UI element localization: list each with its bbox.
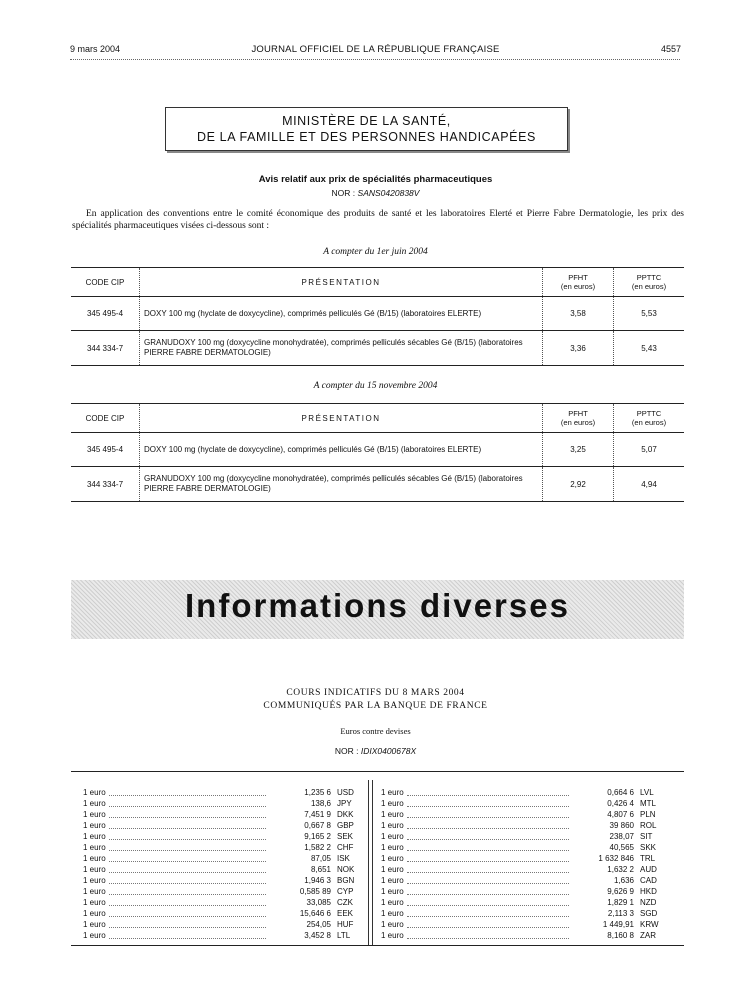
rate-currency: AUD (640, 865, 657, 874)
avis-nor-value: SANS0420838V (357, 188, 420, 198)
rate-unit: 1 euro (83, 788, 106, 797)
rate-row (83, 886, 363, 897)
column-header-pfht: PFHT (en euros) (543, 268, 614, 297)
cours-heading-line-2: COMMUNIQUÉS PAR LA BANQUE DE FRANCE (263, 701, 488, 711)
dot-leader (109, 828, 266, 829)
rate-currency: JPY (337, 799, 352, 808)
column-header-code-cip: CODE CIP (71, 268, 140, 297)
rate-currency: DKK (337, 810, 354, 819)
rate-unit: 1 euro (381, 799, 404, 808)
rate-currency: ISK (337, 854, 350, 863)
rate-unit: 1 euro (381, 854, 404, 863)
rate-currency: ZAR (640, 931, 656, 940)
dot-leader (407, 817, 569, 818)
price-table-1 (71, 267, 684, 366)
cell-ppttc: 4,94 (614, 467, 685, 502)
rate-value: 15,646 6 (299, 909, 331, 918)
rate-row (381, 809, 666, 820)
column-header-pfht: PFHT (en euros) (543, 404, 614, 433)
cell-code-cip: 345 495-4 (71, 433, 140, 467)
rate-value: 9,626 9 (607, 887, 634, 896)
table-2-caption: A compter du 15 novembre 2004 (313, 381, 438, 391)
cell-presentation: GRANUDOXY 100 mg (doxycycline monohydratée), comprimés pelliculés sécables Gé (B/15) (laboratoires PIERRE FABRE DERMATOLOGIE) (140, 467, 543, 502)
rate-unit: 1 euro (83, 854, 106, 863)
rate-unit: 1 euro (83, 920, 106, 929)
rate-currency: KRW (640, 920, 659, 929)
cell-code-cip: 345 495-4 (71, 297, 140, 331)
section-banner-title: Informations diverses (185, 587, 570, 624)
cell-pfht: 2,92 (543, 467, 614, 502)
rate-currency: SKK (640, 843, 657, 852)
header-rule (70, 59, 680, 60)
dot-leader (109, 894, 266, 895)
avis-body-paragraph: En application des conventions entre le comité économique des produits de santé et les laboratoires Elerté et Pierre Fabre Dermatologie, les prix des spécialités pharmaceutiques visées ci-dessous sont : (72, 209, 684, 231)
rate-row (381, 919, 666, 930)
rate-value: 1,632 2 (607, 865, 634, 874)
rate-value: 138,6 (310, 799, 331, 808)
cell-pfht: 3,25 (543, 433, 614, 467)
dot-leader (407, 894, 569, 895)
rate-unit: 1 euro (381, 931, 404, 940)
rate-value: 2,113 3 (607, 909, 634, 918)
column-header-presentation: PRÉSENTATION (140, 404, 543, 433)
rate-unit: 1 euro (381, 843, 404, 852)
rate-currency: CAD (640, 876, 657, 885)
cell-pfht: 3,36 (543, 331, 614, 366)
rate-value: 1,829 1 (607, 898, 634, 907)
rate-currency: LVL (640, 788, 654, 797)
avis-nor-label: NOR : (331, 188, 356, 198)
rate-value: 0,664 6 (607, 788, 634, 797)
rate-currency: MTL (640, 799, 656, 808)
dot-leader (109, 806, 266, 807)
rate-unit: 1 euro (83, 843, 106, 852)
rate-unit: 1 euro (381, 887, 404, 896)
cell-code-cip: 344 334-7 (71, 331, 140, 366)
dot-leader (109, 861, 266, 862)
rate-row (83, 897, 363, 908)
rate-currency: GBP (337, 821, 354, 830)
column-header-code-cip: CODE CIP (71, 404, 140, 433)
rate-value: 7,451 9 (304, 810, 331, 819)
rate-row (83, 875, 363, 886)
dot-leader (407, 872, 569, 873)
rate-value: 33,085 (306, 898, 331, 907)
rate-row (381, 842, 666, 853)
rate-value: 3,452 8 (304, 931, 331, 940)
rate-row (83, 864, 363, 875)
rate-row (381, 908, 666, 919)
cell-ppttc: 5,43 (614, 331, 685, 366)
dot-leader (407, 850, 569, 851)
rate-unit: 1 euro (381, 876, 404, 885)
cours-heading-line-1: COURS INDICATIFS DU 8 MARS 2004 (286, 688, 465, 698)
table-row (71, 467, 684, 502)
rate-value: 0,667 8 (304, 821, 331, 830)
dot-leader (109, 927, 266, 928)
rate-currency: BGN (337, 876, 355, 885)
rate-value: 1,946 3 (304, 876, 331, 885)
rate-row (83, 908, 363, 919)
rate-unit: 1 euro (83, 799, 106, 808)
rate-row (381, 897, 666, 908)
exchange-rates-left-column (83, 787, 363, 941)
rate-unit: 1 euro (381, 898, 404, 907)
cell-code-cip: 344 334-7 (71, 467, 140, 502)
rate-unit: 1 euro (83, 931, 106, 940)
rate-value: 1 632 846 (598, 854, 634, 863)
ministry-heading-line-1: MINISTÈRE DE LA SANTÉ, (282, 114, 451, 128)
rate-currency: ROL (640, 821, 657, 830)
rate-row (83, 842, 363, 853)
dot-leader (109, 817, 266, 818)
dot-leader (407, 806, 569, 807)
rate-value: 238,07 (609, 832, 634, 841)
rate-value: 8,651 (310, 865, 331, 874)
cours-nor-label: NOR : (334, 746, 359, 756)
table-row (71, 331, 684, 366)
rate-currency: CYP (337, 887, 354, 896)
rate-currency: USD (337, 788, 354, 797)
rate-value: 1 449,91 (602, 920, 634, 929)
rate-row (83, 787, 363, 798)
table-1-caption: A compter du 1er juin 2004 (323, 247, 428, 257)
rate-row (381, 886, 666, 897)
column-divider (368, 780, 373, 945)
dot-leader (407, 828, 569, 829)
rate-row (381, 831, 666, 842)
cell-pfht: 3,58 (543, 297, 614, 331)
avis-nor (0, 188, 751, 198)
cell-ppttc: 5,53 (614, 297, 685, 331)
rate-row (83, 919, 363, 930)
rate-row (381, 853, 666, 864)
avis-title: Avis relatif aux prix de spécialités pharmaceutiques (258, 174, 493, 185)
rate-currency: NZD (640, 898, 657, 907)
dot-leader (109, 883, 266, 884)
exchange-rates-right-column (381, 787, 666, 941)
rate-unit: 1 euro (381, 821, 404, 830)
rate-row (381, 787, 666, 798)
running-header-page-number: 4557 (660, 44, 681, 54)
rate-unit: 1 euro (83, 909, 106, 918)
rate-value: 39 860 (609, 821, 634, 830)
rate-unit: 1 euro (381, 788, 404, 797)
exchange-rates-table (71, 771, 684, 946)
rate-value: 87,05 (310, 854, 331, 863)
rate-row (83, 798, 363, 809)
running-header-title: JOURNAL OFFICIEL DE LA RÉPUBLIQUE FRANÇAISE (251, 44, 500, 55)
dot-leader (407, 883, 569, 884)
dot-leader (407, 795, 569, 796)
dot-leader (109, 938, 266, 939)
rate-currency: NOK (337, 865, 355, 874)
rate-unit: 1 euro (83, 832, 106, 841)
dot-leader (109, 839, 266, 840)
running-header-date: 9 mars 2004 (70, 44, 121, 54)
rate-value: 1,582 2 (304, 843, 331, 852)
rate-row (83, 853, 363, 864)
rate-currency: PLN (640, 810, 656, 819)
dot-leader (109, 916, 266, 917)
rate-currency: CZK (337, 898, 353, 907)
price-table-2 (71, 403, 684, 502)
rate-unit: 1 euro (83, 876, 106, 885)
column-header-ppttc: PPTTC (en euros) (614, 268, 685, 297)
rate-row (83, 831, 363, 842)
cell-ppttc: 5,07 (614, 433, 685, 467)
rate-row (381, 820, 666, 831)
dot-leader (109, 872, 266, 873)
dot-leader (407, 839, 569, 840)
column-header-presentation: PRÉSENTATION (140, 268, 543, 297)
rate-value: 8,160 8 (607, 931, 634, 940)
rate-unit: 1 euro (381, 865, 404, 874)
dot-leader (407, 916, 569, 917)
table-row (71, 297, 684, 331)
rate-currency: HKD (640, 887, 657, 896)
rate-unit: 1 euro (381, 909, 404, 918)
rate-row (381, 875, 666, 886)
rate-currency: SGD (640, 909, 658, 918)
dot-leader (407, 927, 569, 928)
rate-unit: 1 euro (83, 887, 106, 896)
table-header-row (71, 404, 684, 433)
rate-row (381, 798, 666, 809)
dot-leader (407, 861, 569, 862)
cours-nor-value: IDIX0400678X (360, 746, 417, 756)
dot-leader (407, 905, 569, 906)
column-header-ppttc: PPTTC (en euros) (614, 404, 685, 433)
rate-currency: TRL (640, 854, 656, 863)
rate-value: 1,235 6 (304, 788, 331, 797)
rate-unit: 1 euro (83, 865, 106, 874)
rate-value: 1,636 (613, 876, 634, 885)
rate-value: 254,05 (306, 920, 331, 929)
cell-presentation: DOXY 100 mg (hyclate de doxycycline), comprimés pelliculés Gé (B/15) (laboratoires ELERTE) (140, 433, 543, 467)
rate-row (83, 930, 363, 941)
dot-leader (109, 905, 266, 906)
rate-value: 0,426 4 (607, 799, 634, 808)
rate-currency: HUF (337, 920, 354, 929)
cell-presentation: GRANUDOXY 100 mg (doxycycline monohydratée), comprimés pelliculés sécables Gé (B/15) (laboratoires PIERRE FABRE DERMATOLOGIE) (140, 331, 543, 366)
cours-nor (0, 746, 751, 756)
cours-subheading: Euros contre devises (340, 726, 411, 736)
rate-currency: CHF (337, 843, 354, 852)
rate-value: 0,585 89 (299, 887, 331, 896)
dot-leader (109, 795, 266, 796)
rate-value: 40,565 (609, 843, 634, 852)
table-header-row (71, 268, 684, 297)
rate-unit: 1 euro (83, 821, 106, 830)
rate-unit: 1 euro (381, 810, 404, 819)
rate-currency: LTL (337, 931, 351, 940)
rate-unit: 1 euro (83, 810, 106, 819)
table-row (71, 433, 684, 467)
rate-row (381, 864, 666, 875)
rate-unit: 1 euro (83, 898, 106, 907)
dot-leader (109, 850, 266, 851)
section-banner (71, 580, 684, 639)
cell-presentation: DOXY 100 mg (hyclate de doxycycline), comprimés pelliculés Gé (B/15) (laboratoires ELERTE) (140, 297, 543, 331)
rate-row (83, 809, 363, 820)
rate-currency: SEK (337, 832, 354, 841)
rate-value: 4,807 6 (607, 810, 634, 819)
rate-currency: SIT (640, 832, 653, 841)
rate-value: 9,165 2 (304, 832, 331, 841)
rate-unit: 1 euro (381, 920, 404, 929)
ministry-heading-box (165, 107, 568, 151)
rate-row (381, 930, 666, 941)
dot-leader (407, 938, 569, 939)
rate-row (83, 820, 363, 831)
rate-currency: EEK (337, 909, 354, 918)
rate-unit: 1 euro (381, 832, 404, 841)
ministry-heading-line-2: DE LA FAMILLE ET DES PERSONNES HANDICAPÉES (197, 130, 536, 144)
